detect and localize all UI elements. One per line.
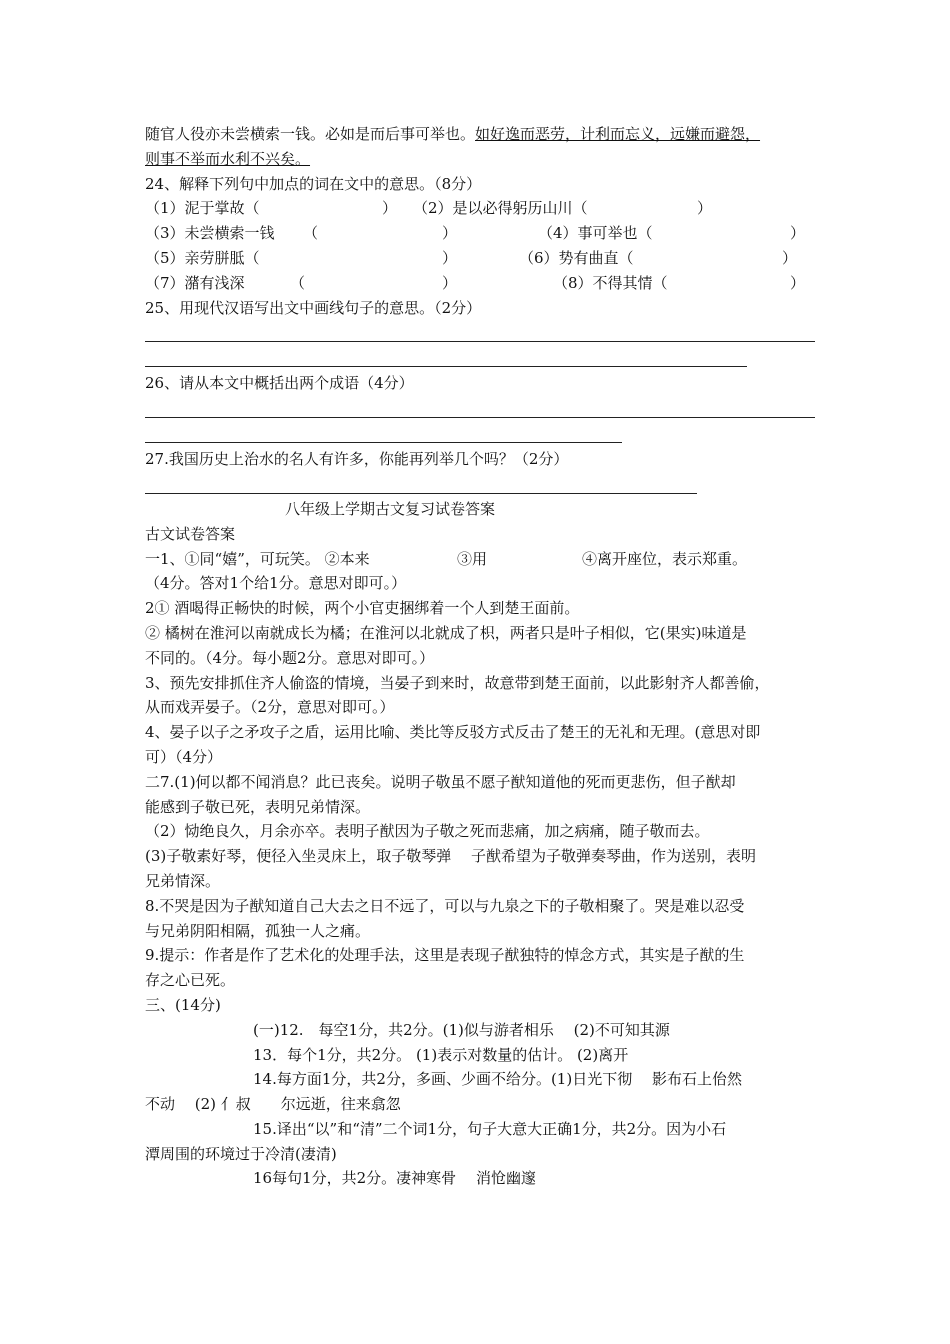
answer-1-1 bbox=[145, 547, 815, 572]
passage-line-1 bbox=[145, 122, 815, 147]
answer-3-15: 15.译出“以”和“清”二个词1分，句子大意大正确1分，共2分。因为小石 bbox=[253, 1119, 727, 1138]
answer-key-subtitle: 古文试卷答案 bbox=[145, 524, 236, 543]
answer-2-7-2: （2）恸绝良久，月余亦卒。表明子猷因为子敬之死而悲痛，加之病痛，随子敬而去。 bbox=[145, 822, 710, 841]
q24-item-2: （2）是以必得躬历山川（ bbox=[413, 199, 588, 218]
answer-2-7-cont: 能感到子敬已死，表明兄弟情深。 bbox=[145, 797, 371, 816]
answer-2-9-cont: 存之心已死。 bbox=[145, 971, 236, 990]
q24-item-3-close: ） bbox=[442, 224, 458, 243]
answer-1-4: 4、晏子以子之矛攻子之盾，运用比喻、类比等反驳方式反击了楚王的无礼和无理。(意思对即 bbox=[145, 723, 761, 742]
question-24-row-3 bbox=[145, 246, 815, 271]
answer-3-16: 16每句1分，共2分。凄神寒骨 消怆幽邃 bbox=[253, 1169, 536, 1188]
question-24-title: 24、解释下列句中加点的词在文中的意思。（8分） bbox=[145, 174, 482, 193]
answer-text: ④离开座位，表示郑重。 bbox=[582, 549, 748, 568]
q24-item-7: （7）潴有浅深 bbox=[145, 273, 245, 292]
answer-text: ③用 bbox=[457, 549, 488, 568]
q24-item-7-open: （ bbox=[290, 273, 306, 292]
q24-item-4: （4）事可举也（ bbox=[538, 224, 653, 243]
answer-2-7-3-cont: 兄弟情深。 bbox=[145, 871, 221, 890]
q24-item-8: （8）不得其情（ bbox=[553, 273, 668, 292]
question-24-row-1 bbox=[145, 196, 815, 221]
q24-item-3-open: （ bbox=[303, 224, 319, 243]
q24-item-6-close: ） bbox=[782, 248, 798, 267]
answer-2-8-cont: 与兄弟阴阳相隔，孤独一人之痛。 bbox=[145, 921, 371, 940]
answer-3-14: 14.每方面1分，共2分，多画、少画不给分。(1)日光下彻 影布石上佁然 bbox=[253, 1070, 742, 1089]
q24-item-8-close: ） bbox=[790, 273, 806, 292]
answer-3-15-cont: 潭周围的环境过于冷清(凄清) bbox=[145, 1144, 337, 1163]
q24-item-6: （6）势有曲直（ bbox=[519, 248, 634, 267]
answer-key-title: 八年级上学期古文复习试卷答案 bbox=[285, 499, 496, 518]
q24-item-3: （3）未尝横索一钱 bbox=[145, 224, 275, 243]
answer-1-2b-cont: 不同的。（4分。每小题2分。意思对即可。） bbox=[145, 648, 435, 667]
answer-3-12: (一)12. 每空1分，共2分。(1)似与游者相乐 (2)不可知其源 bbox=[253, 1020, 670, 1039]
q24-item-2-close: ） bbox=[697, 199, 713, 218]
passage-line-2 bbox=[145, 147, 815, 172]
question-26-title: 26、请从本文中概括出两个成语（4分） bbox=[145, 374, 414, 393]
answer-3-13: 13．每个1分，共2分。 (1)表示对数量的估计。 (2)离开 bbox=[253, 1045, 629, 1064]
passage-text: 随官人役亦未尝横索一钱。必如是而后事可举也。 bbox=[145, 125, 476, 143]
q24-item-7-close: ） bbox=[442, 273, 458, 292]
q24-item-5-close: ） bbox=[442, 248, 458, 267]
question-24-row-2 bbox=[145, 221, 815, 246]
answer-2-9: 9.提示：作者是作了艺术化的处理手法，这里是表现子猷独特的悼念方式，其实是子猷的生 bbox=[145, 946, 745, 965]
document-page bbox=[145, 122, 815, 1191]
q24-item-1: （1）泥于掌故（ bbox=[145, 199, 260, 218]
question-25-title: 25、用现代汉语写出文中画线句子的意思。（2分） bbox=[145, 298, 482, 317]
answer-2-7: 二7.(1)何以都不闻消息？此已丧矣。说明子敬虽不愿子猷知道他的死而更悲伤，但子猷却 bbox=[145, 772, 736, 791]
answer-1-2b: ② 橘树在淮河以南就成长为橘；在淮河以北就成了枳，两者只是叶子相似，它(果实)味道是 bbox=[145, 623, 747, 642]
answer-1-4-cont: 可）（4分） bbox=[145, 747, 223, 766]
answer-text: 一1、①同“嬉”，可玩笑。 ②本来 bbox=[145, 549, 370, 568]
answer-3-14-cont: 不动 (2) 亻叔 尔远逝，往来翕忽 bbox=[145, 1095, 401, 1114]
question-27-title: 27.我国历史上治水的名人有许多，你能再列举几个吗？（2分） bbox=[145, 450, 569, 469]
answer-1-3-cont: 从而戏弄晏子。（2分，意思对即可。） bbox=[145, 698, 395, 717]
question-24-row-4 bbox=[145, 271, 815, 296]
answer-1-2a: 2① 酒喝得正畅快的时候，两个小官吏捆绑着一个人到楚王面前。 bbox=[145, 599, 580, 618]
q24-item-5: （5）亲劳胼胝（ bbox=[145, 248, 260, 267]
underlined-sentence-cont: 则事不举而水利不兴矣。 bbox=[145, 149, 311, 168]
answer-2-7-3: (3)子敬素好琴，便径入坐灵床上，取子敬琴弹 子猷希望为子敬弹奏琴曲，作为送别，表明 bbox=[145, 847, 757, 866]
answer-1-1-note: （4分。答对1个给1分。意思对即可。） bbox=[145, 574, 407, 593]
answer-3-head: 三、(14分) bbox=[145, 995, 221, 1014]
answer-1-3: 3、预先安排抓住齐人偷盗的情境，当晏子到来时，故意带到楚王面前，以此影射齐人都善偷， bbox=[145, 673, 770, 692]
underlined-sentence: 如好逸而恶劳，计利而忘义，远嫌而避怨， bbox=[475, 125, 761, 143]
q24-item-1-close: ） bbox=[382, 199, 398, 218]
answer-2-8: 8.不哭是因为子猷知道自己大去之日不远了，可以与九泉之下的子敬相聚了。哭是难以忍受 bbox=[145, 896, 745, 915]
q24-item-4-close: ） bbox=[790, 224, 806, 243]
